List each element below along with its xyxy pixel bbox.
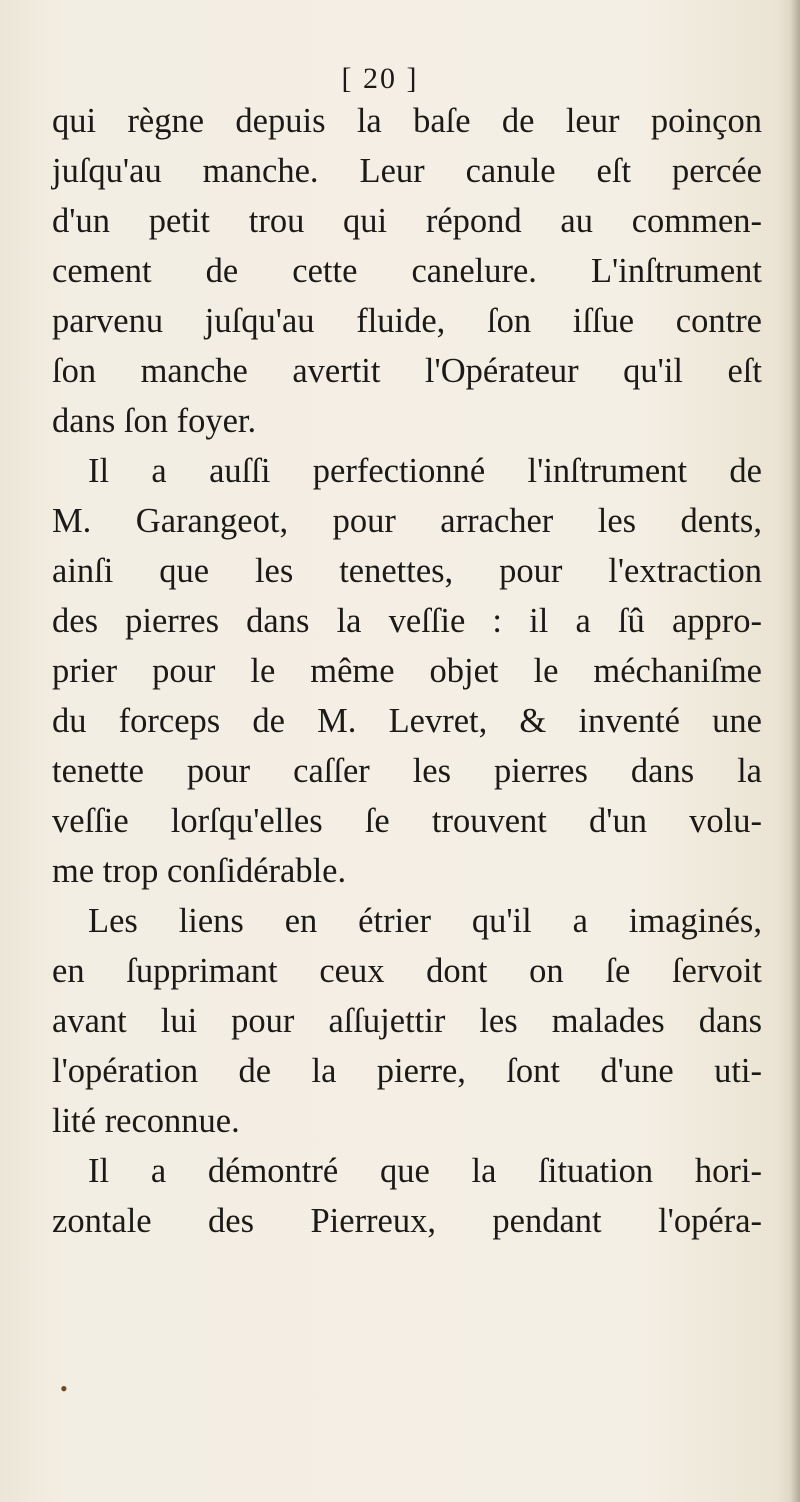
text-line: prier pour le même objet le méchaniſme	[52, 652, 762, 690]
text-line: d'un petit trou qui répond au commen-	[52, 202, 762, 240]
text-line: M. Garangeot, pour arracher les dents,	[52, 502, 762, 540]
text-line: ainſi que les tenettes, pour l'extraction	[52, 552, 762, 590]
text-line: me trop conſidérable.	[52, 852, 347, 890]
text-line: avant lui pour aſſujettir les malades dans	[52, 1002, 762, 1040]
text-line: zontale des Pierreux, pendant l'opéra-	[52, 1202, 762, 1240]
text-line: qui règne depuis la baſe de leur poinçon	[52, 102, 762, 140]
page-edge-shadow	[790, 0, 800, 1502]
text-line: tenette pour caſſer les pierres dans la	[52, 752, 762, 790]
text-line: lité reconnue.	[52, 1102, 240, 1140]
paragraph-start-line: Il a démontré que la ſituation hori-	[88, 1152, 762, 1190]
text-line: l'opération de la pierre, ſont d'une uti-	[52, 1052, 762, 1090]
text-line: juſqu'au manche. Leur canule eſt percée	[52, 152, 762, 190]
text-line: ſon manche avertit l'Opérateur qu'il eſt	[52, 352, 762, 390]
ink-blot-mark: •	[60, 1376, 68, 1401]
paragraph-start-line: Il a auſſi perfectionné l'inſtrument de	[88, 452, 762, 490]
text-line: en ſupprimant ceux dont on ſe ſervoit	[52, 952, 762, 990]
text-line: parvenu juſqu'au fluide, ſon iſſue contre	[52, 302, 762, 340]
text-line: dans ſon foyer.	[52, 402, 257, 440]
text-line: des pierres dans la veſſie : il a ſû appro-	[52, 602, 762, 640]
body-text	[52, 96, 762, 1246]
text-line: du forceps de M. Levret, & inventé une	[52, 702, 762, 740]
page-number: [ 20 ]	[341, 62, 419, 95]
text-line: veſſie lorſqu'elles ſe trouvent d'un volu-	[52, 802, 762, 840]
text-line: cement de cette canelure. L'inſtrument	[52, 252, 762, 290]
paragraph-start-line: Les liens en étrier qu'il a imaginés,	[88, 902, 762, 940]
